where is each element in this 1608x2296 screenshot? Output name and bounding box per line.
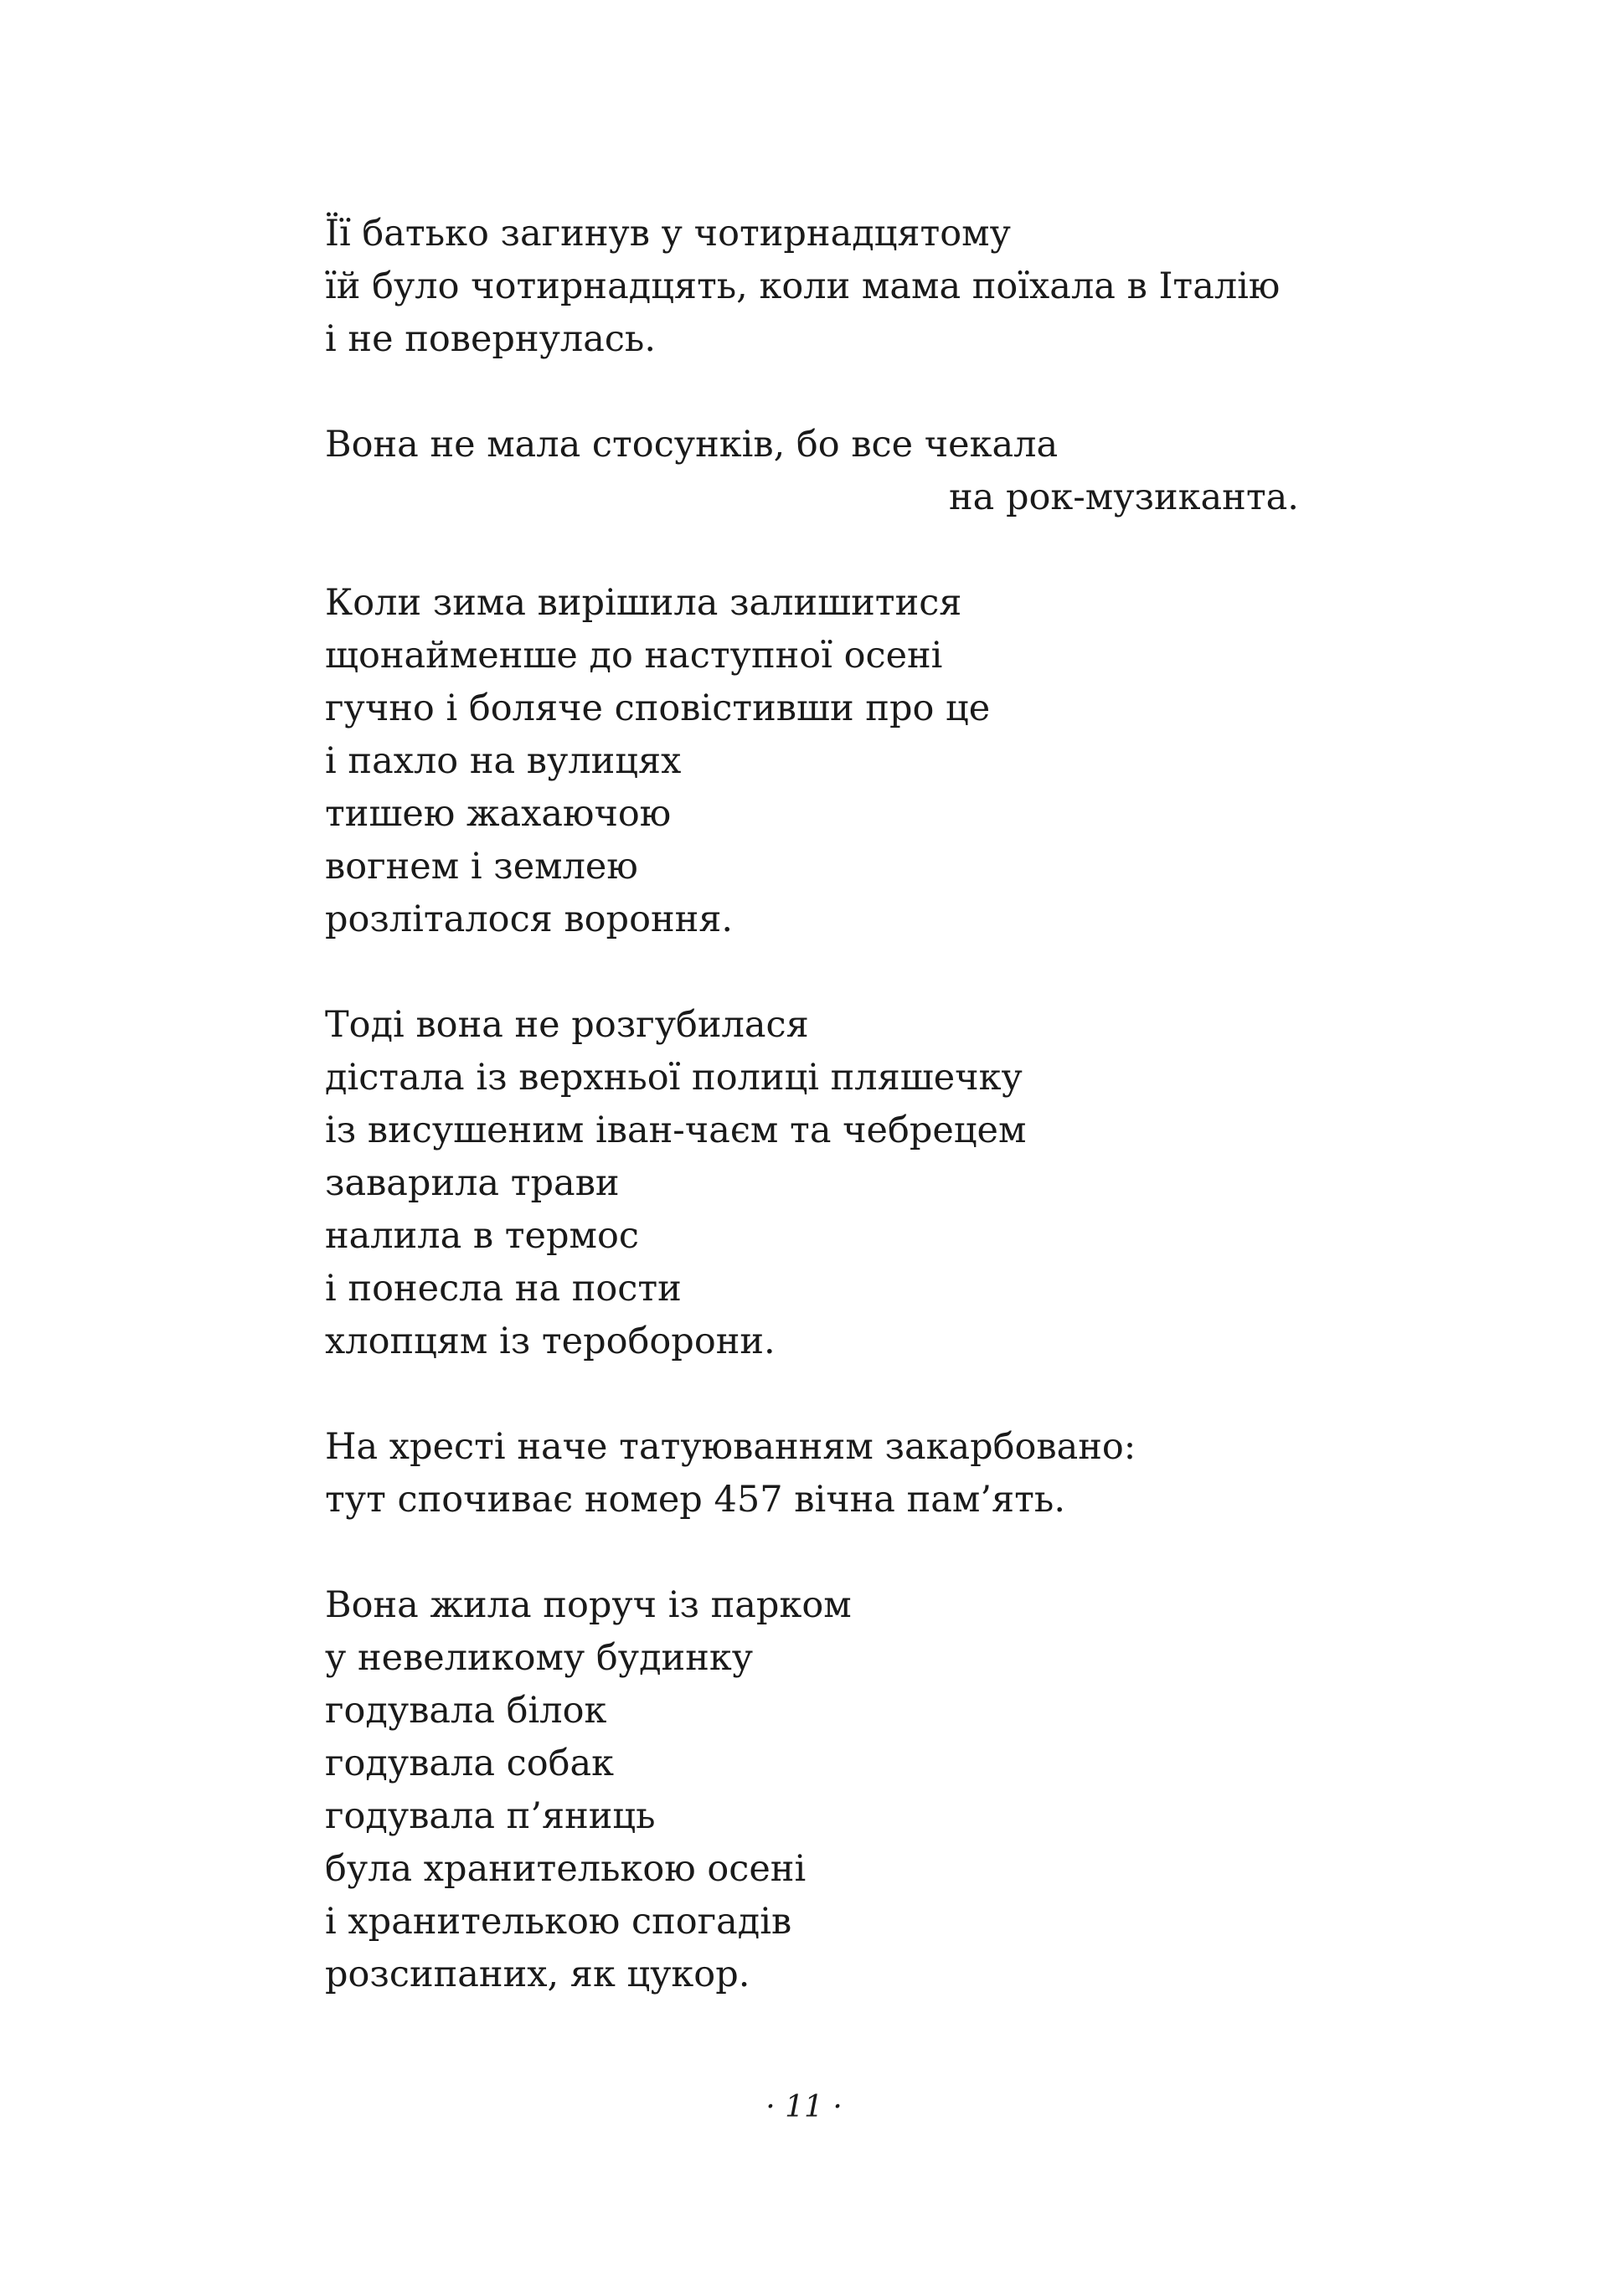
poem-line: тут спочиває номер 457 вічна пам’ять. [325,1479,1065,1521]
poem-line: і не повернулась. [325,318,656,360]
stanza-4 [325,999,1313,1368]
poem-line: хлопцям із тероборони. [325,1320,776,1362]
page-number: · 11 · [765,2090,843,2124]
poem-line: дістала із верхньої полиці пляшечку [325,1057,1023,1099]
stanza-6 [325,1579,1313,2001]
poem-line: Коли зима вирішила залишитися [325,582,962,624]
poem-line: була хранителькою осені [325,1848,807,1890]
poem-line: годувала собак [325,1743,615,1784]
poem-line: годувала білок [325,1690,607,1732]
poem-line: заварила трави [325,1162,620,1204]
poem-line: Тоді вона не розгубилася [325,1004,809,1046]
poem-line: і хранителькою спогадів [325,1901,792,1943]
poem-line: розліталося вороння. [325,898,734,940]
poem-line: розсипаних, як цукор. [325,1954,750,1995]
poem-line: і понесла на пости [325,1268,682,1310]
poem-line: щонайменше до наступної осені [325,635,943,677]
poem-line: На хресті наче татуюванням закарбовано: [325,1426,1136,1468]
poem-line: Вона жила поруч із парком [325,1584,852,1626]
stanza-2 [325,419,1313,524]
stanza-1 [325,208,1313,366]
poem-line-indented: на рок-музиканта. [949,476,1299,518]
poem-line: налила в термос [325,1215,639,1257]
poem-line: Її батько загинув у чотирнадцятому [325,213,1011,255]
poem-line: із висушеним іван-чаєм та чебрецем [325,1109,1027,1151]
poem-line: їй було чотирнадцять, коли мама поїхала в Італію [325,265,1281,307]
poem-line: і пахло на вулицях [325,740,682,782]
poem-line: вогнем і землею [325,846,638,888]
poem-line: у невеликому будинку [325,1637,754,1679]
poem-line: Вона не мала стосунків, бо все чекала [325,424,1059,466]
poem-line: гучно і боляче сповістивши про це [325,687,991,729]
stanza-3 [325,577,1313,946]
poem-line: тишею жахаючою [325,793,672,835]
poem [325,208,1313,2054]
stanza-5 [325,1421,1313,1526]
poem-line: годувала п’яниць [325,1795,656,1837]
